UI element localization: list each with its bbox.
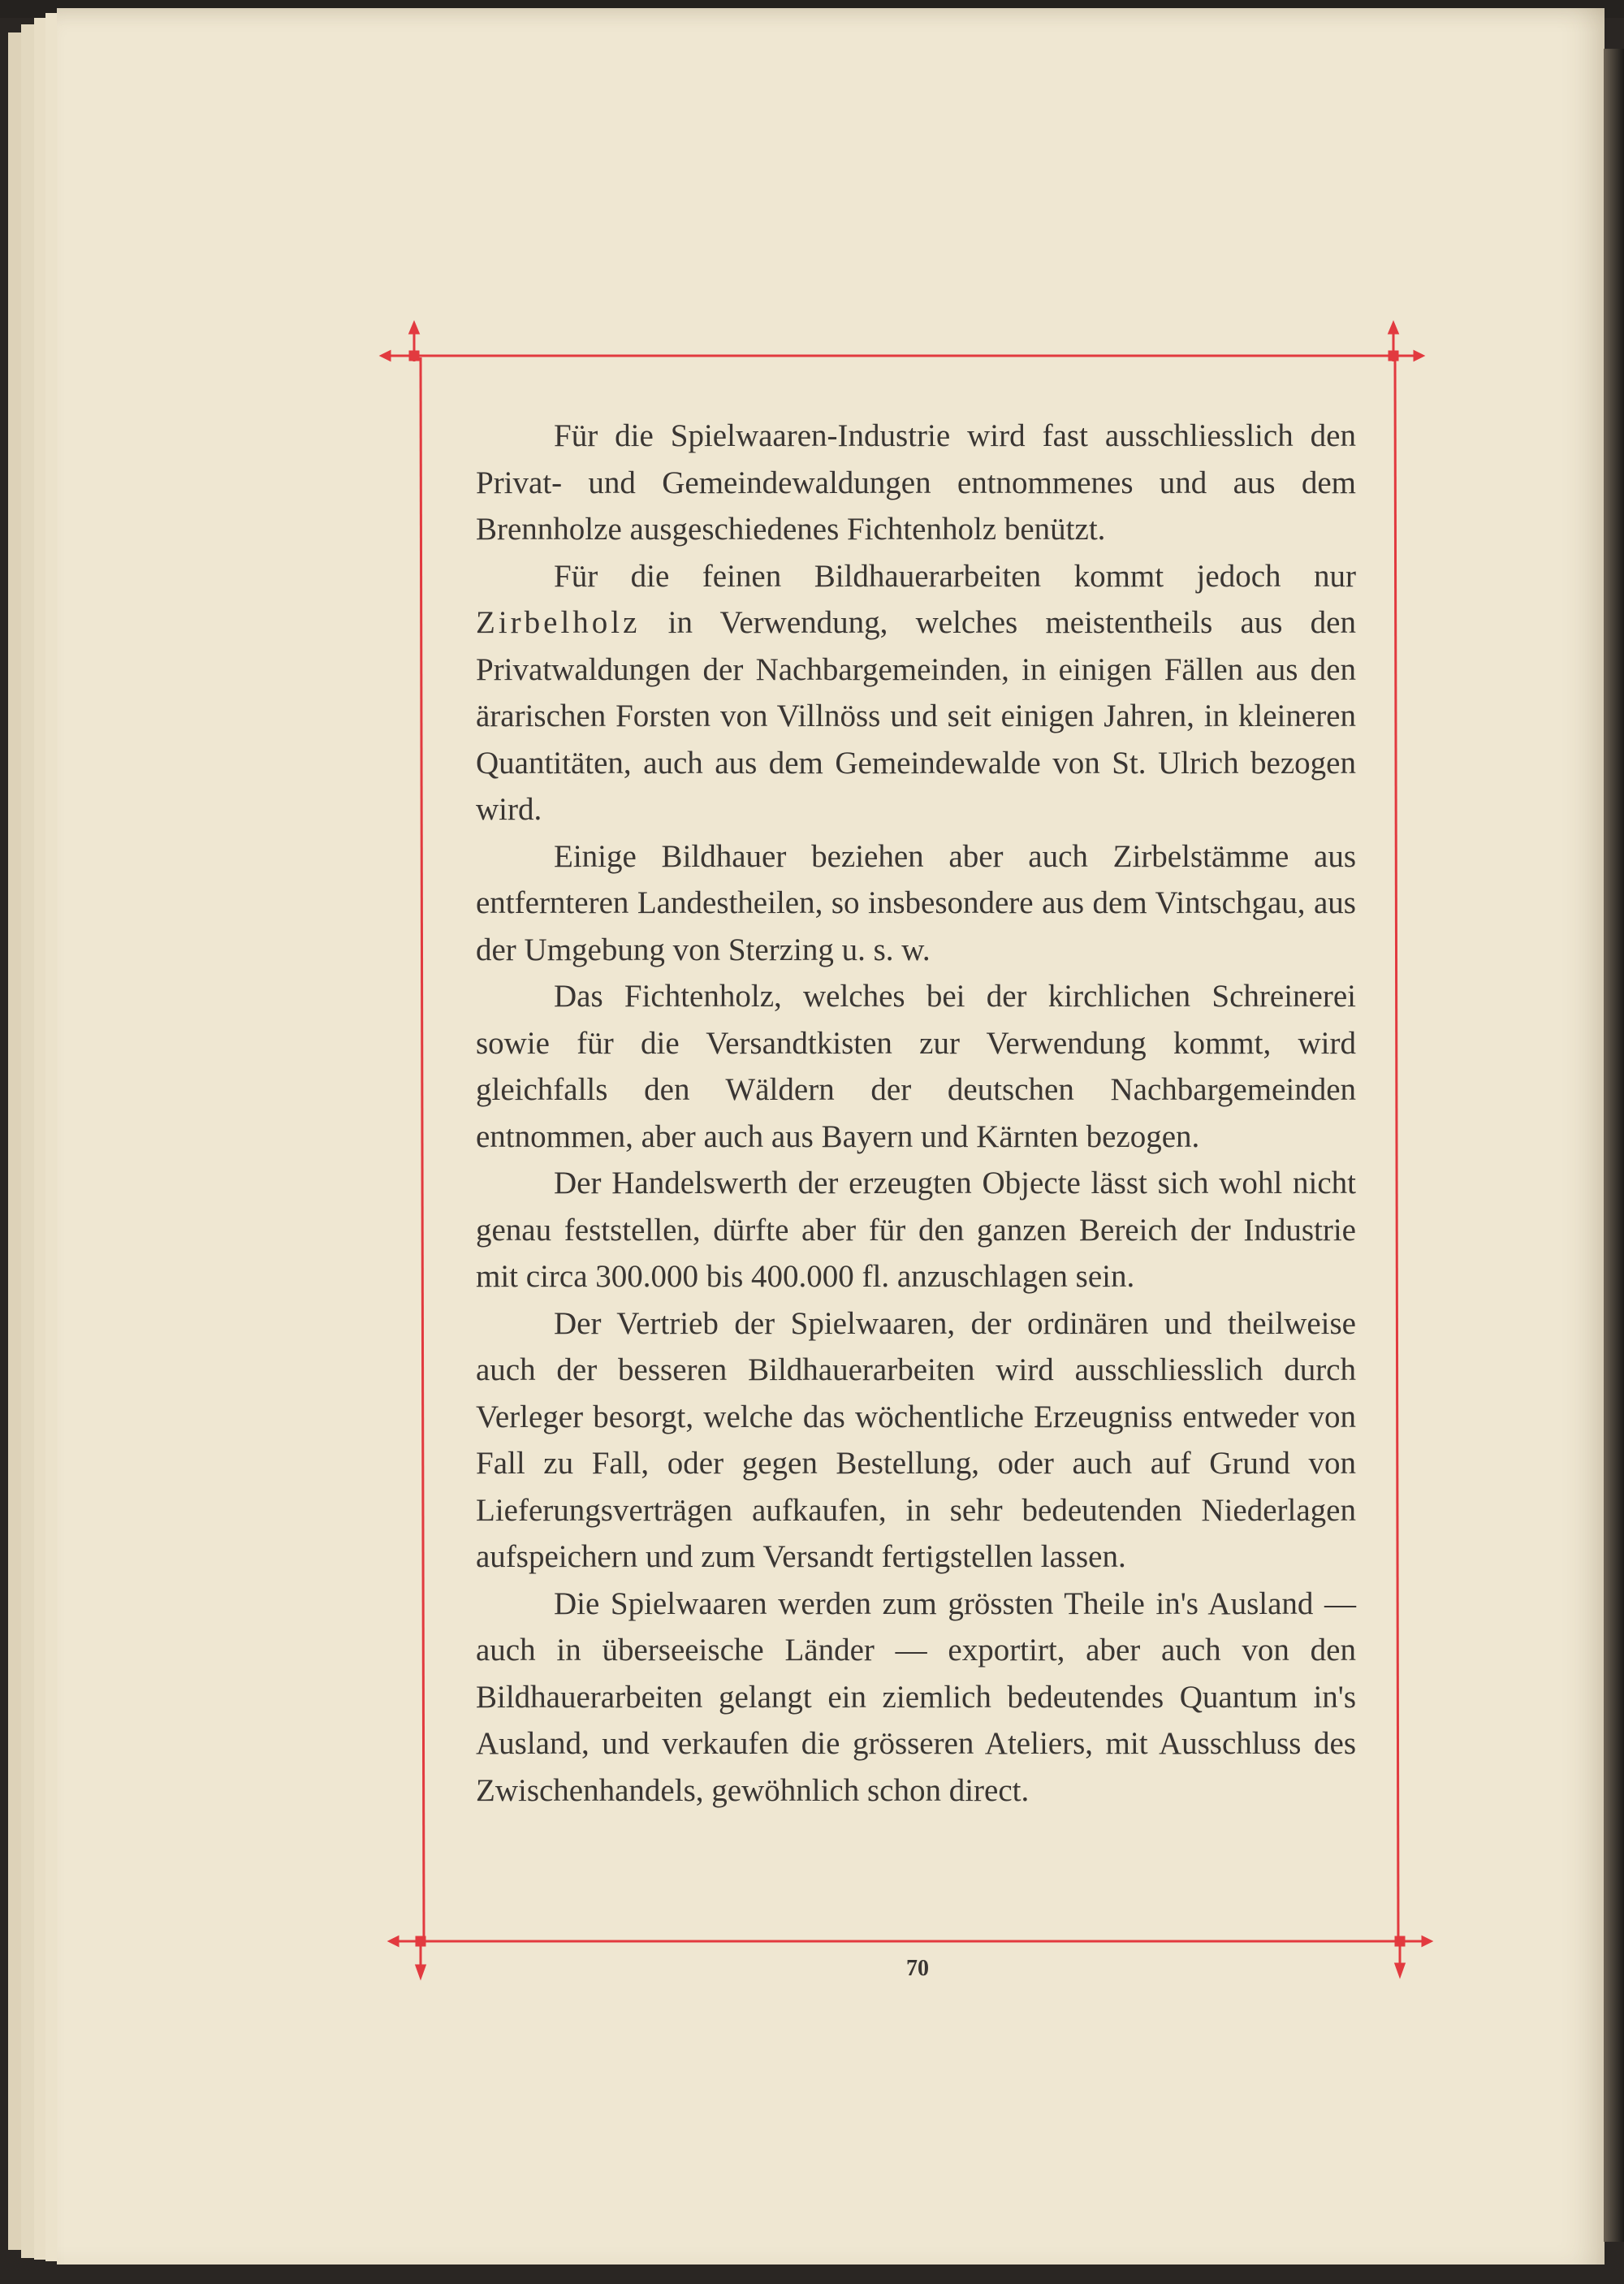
body-text [476,413,1356,1814]
paragraph: Das Fichtenholz, welches bei der kirchlichen Schreinerei sowie für die Versandtkisten zur Verwendung kommt, wird gleichfalls den Wäldern der deutschen Nachbargemeinden entnommen, aber auch aus Bayern und Kärnten bezogen. [476,979,1356,1154]
page-gutter-shadow [1604,49,1624,2242]
paragraph [476,553,1356,833]
paragraph-text: in Verwendung, welches meistentheils aus den Privatwaldungen der Nachbargemeinden, in einigen Fällen aus den ärarischen Forsten von Villnöss und seit einigen Jahren, in kleineren Quantitäten, auch aus dem Gemeindewalde von St. Ulrich bezogen wird. [476,605,1356,827]
paragraph: Der Vertrieb der Spielwaaren, der ordinären und theilweise auch der besseren Bildhauerarbeiten wird ausschliesslich durch Verleger besorgt, welche das wöchentliche Erzeugniss entweder von Fall zu Fall, oder gegen Bestellung, oder auch auf Grund von Lieferungsverträgen aufkaufen, in sehr bedeutenden Niederlagen aufspeichern und zum Versandt fertigstellen lassen. [476,1305,1356,1574]
paragraph: Einige Bildhauer beziehen aber auch Zirbelstämme aus entfernteren Landestheilen, so insbesondere aus dem Vintschgau, aus der Umgebung von Sterzing u. s. w. [476,838,1356,967]
page-number: 70 [906,1956,929,1981]
paragraph-text: Für die feinen Bildhauerarbeiten kommt jedoch nur [554,558,1356,594]
paragraph: Für die Spielwaaren-Industrie wird fast ausschliesslich den Privat- und Gemeindewaldungen entnommenes und aus dem Brennholze ausgeschiedenes Fichtenholz benützt. [476,418,1356,547]
paragraph: Der Handelswerth der erzeugten Objecte lässt sich wohl nicht genau feststellen, dürfte aber für den ganzen Bereich der Industrie mit circa 300.000 bis 400.000 fl. anzuschlagen sein. [476,1166,1356,1294]
emphasized-word: Zirbelholz [476,605,641,640]
paragraph: Die Spielwaaren werden zum grössten Theile in's Ausland — auch in überseeische Länder — exportirt, aber auch von den Bildhauerarbeiten gelangt ein ziemlich bedeutendes Quantum in's Ausland, und verkaufen die grösseren Ateliers, mit Ausschluss des Zwischenhandels, gewöhnlich schon direct. [476,1585,1356,1808]
